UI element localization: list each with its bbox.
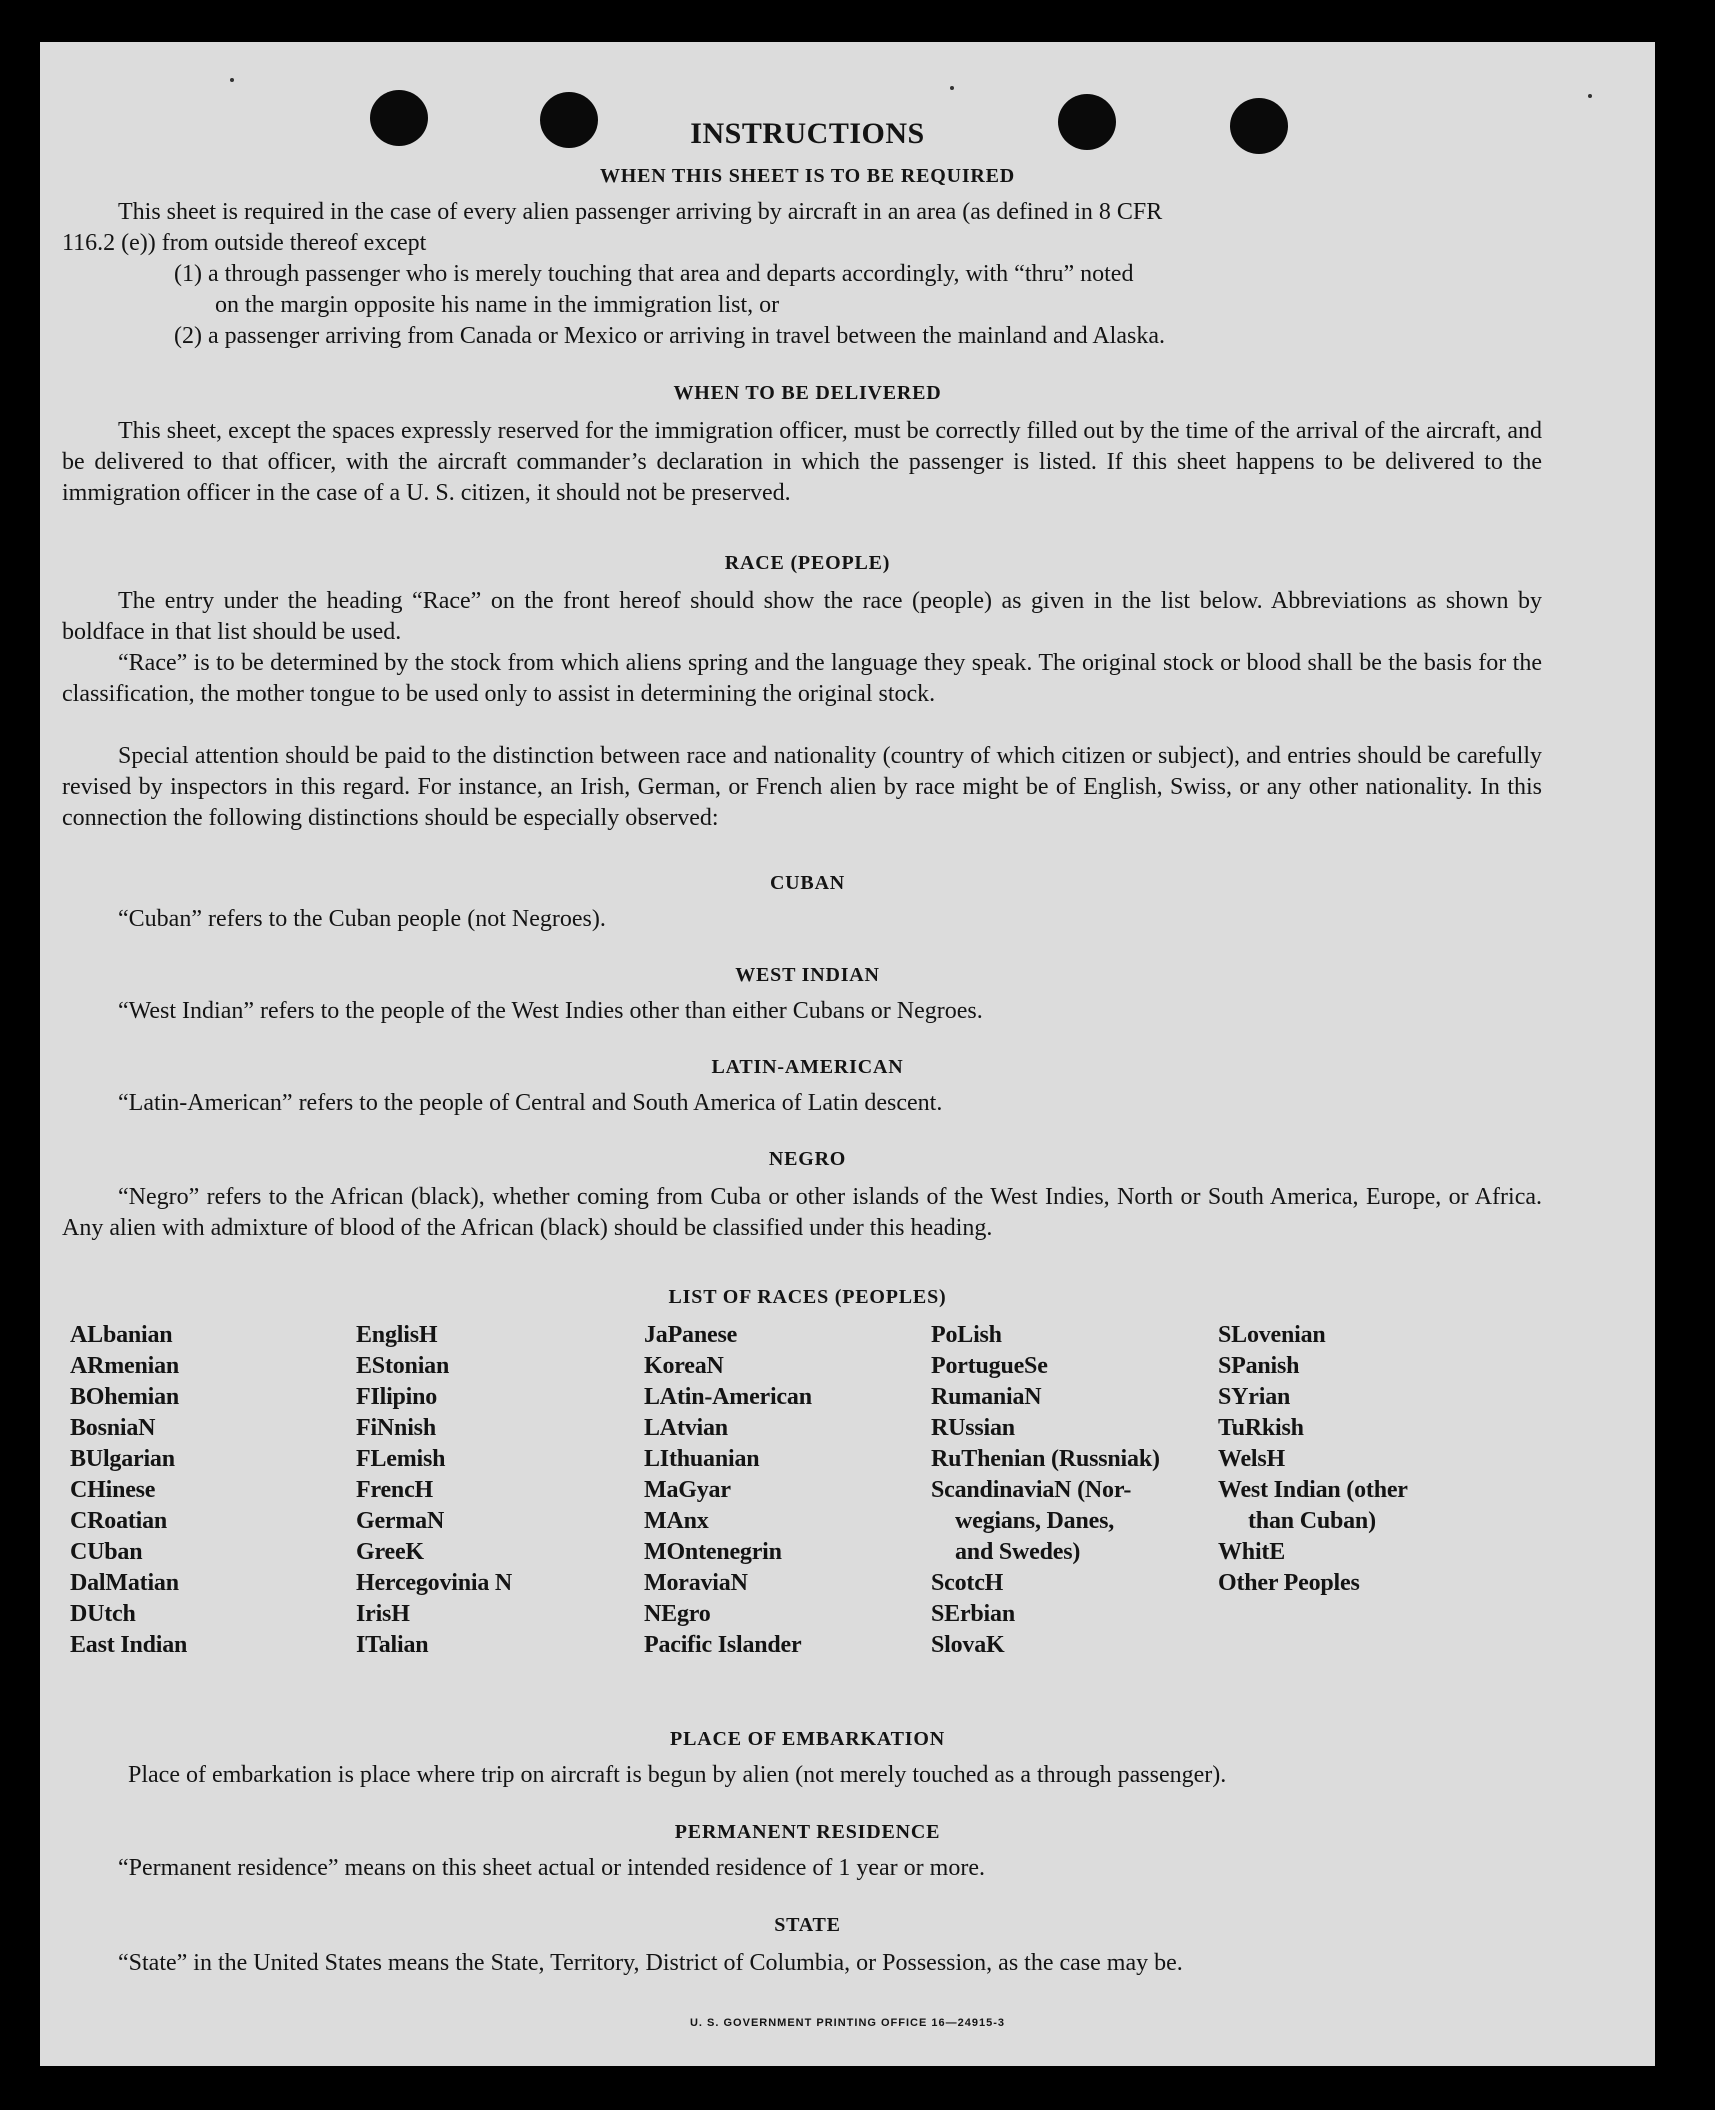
west-indian-text: “West Indian” refers to the people of the West Indies other than either Cubans or Negroes.	[118, 998, 983, 1024]
required-intro-line2: 116.2 (e)) from outside thereof except	[62, 230, 427, 256]
heading-latin-american: LATIN-AMERICAN	[711, 1056, 904, 1078]
heading-race: RACE (PEOPLE)	[724, 552, 891, 574]
race-item: CRoatian	[70, 1508, 168, 1534]
race-item: BUlgarian	[70, 1446, 175, 1472]
races-column-2	[356, 1320, 512, 1661]
residence-text: “Permanent residence” means on this sheet actual or intended residence of 1 year or more.	[118, 1855, 985, 1881]
race-item: ITalian	[356, 1632, 429, 1658]
race-item: SlovaK	[931, 1632, 1005, 1658]
required-item-1-cont: on the margin opposite his name in the immigration list, or	[215, 292, 780, 318]
race-item: TuRkish	[1218, 1415, 1304, 1441]
races-column-3	[644, 1320, 812, 1661]
race-item: RumaniaN	[931, 1384, 1042, 1410]
speck	[230, 78, 234, 82]
race-item: WhitE	[1218, 1539, 1286, 1565]
race-item: PortugueSe	[931, 1353, 1048, 1379]
race-item: FLemish	[356, 1446, 446, 1472]
race-item: ScandinaviaN (Nor-	[931, 1477, 1132, 1503]
race-item: LAtvian	[644, 1415, 728, 1441]
race-item: GermaN	[356, 1508, 445, 1534]
document-sheet	[40, 42, 1655, 2066]
race-item: BOhemian	[70, 1384, 180, 1410]
race-item: LAtin-American	[644, 1384, 812, 1410]
races-column-4	[931, 1320, 1160, 1661]
race-item: IrisH	[356, 1601, 410, 1627]
race-item: SLovenian	[1218, 1322, 1326, 1348]
race-item: EStonian	[356, 1353, 450, 1379]
race-item: RUssian	[931, 1415, 1015, 1441]
race-item: LIthuanian	[644, 1446, 760, 1472]
race-item: MoraviaN	[644, 1570, 748, 1596]
race-item: WelsH	[1218, 1446, 1286, 1472]
heading-delivered: WHEN TO BE DELIVERED	[673, 382, 942, 404]
latin-american-text: “Latin-American” refers to the people of Central and South America of Latin descent.	[118, 1090, 943, 1116]
cuban-text: “Cuban” refers to the Cuban people (not Negroes).	[118, 906, 606, 932]
race-item: than Cuban)	[1248, 1508, 1376, 1534]
speck	[950, 86, 954, 90]
race-item: Other Peoples	[1218, 1570, 1360, 1596]
race-item: FrencH	[356, 1477, 433, 1503]
race-item: EnglisH	[356, 1322, 438, 1348]
delivered-text: This sheet, except the spaces expressly reserved for the immigration officer, must be correctly filled out by the time of the arrival of the aircraft, and be delivered to that officer, with the aircraft commander’s declaration in which the passenger is listed. If this sheet happens to be delivered to the immigration officer in the case of a U. S. citizen, it should not be preserved.	[62, 418, 1542, 506]
race-item: CHinese	[70, 1477, 156, 1503]
race-item: West Indian (other	[1218, 1477, 1408, 1503]
race-item: ARmenian	[70, 1353, 180, 1379]
race-item: FiNnish	[356, 1415, 436, 1441]
race-item: wegians, Danes,	[955, 1508, 1115, 1534]
heading-required: WHEN THIS SHEET IS TO BE REQUIRED	[599, 165, 1016, 187]
heading-negro: NEGRO	[768, 1148, 847, 1170]
page-title: INSTRUCTIONS	[690, 117, 925, 150]
race-item: SYrian	[1218, 1384, 1291, 1410]
race-item: CUban	[70, 1539, 143, 1565]
race-paragraph-1: The entry under the heading “Race” on the front hereof should show the race (people) as given in the list below. Abbreviations as shown by boldface in that list should be used.	[62, 588, 1542, 645]
state-text: “State” in the United States means the State, Territory, District of Columbia, or Possession, as the case may be.	[118, 1950, 1183, 1976]
race-item: SErbian	[931, 1601, 1015, 1627]
heading-cuban: CUBAN	[769, 872, 846, 894]
race-item: PoLish	[931, 1322, 1002, 1348]
heading-embarkation: PLACE OF EMBARKATION	[670, 1728, 945, 1750]
race-item: MOntenegrin	[644, 1539, 782, 1565]
race-item: NEgro	[644, 1601, 711, 1627]
race-item: BosniaN	[70, 1415, 156, 1441]
race-item: GreeK	[356, 1539, 424, 1565]
race-item: RuThenian (Russniak)	[931, 1446, 1160, 1472]
negro-text: “Negro” refers to the African (black), whether coming from Cuba or other islands of the West Indies, North or South America, Europe, or Africa. Any alien with admixture of blood of the African (black) should be classified under this heading.	[62, 1184, 1542, 1241]
race-item: East Indian	[70, 1632, 188, 1658]
heading-races-list: LIST OF RACES (PEOPLES)	[668, 1286, 947, 1308]
race-item: FIlipino	[356, 1384, 438, 1410]
heading-west-indian: WEST INDIAN	[735, 964, 880, 986]
race-item: MAnx	[644, 1508, 709, 1534]
race-item: DUtch	[70, 1601, 136, 1627]
race-paragraph-3: Special attention should be paid to the distinction between race and nationality (country of which citizen or subject), and entries should be carefully revised by inspectors in this regard. For instance, an Irish, German, or French alien by race might be of English, Swiss, or any other nationality. In this connection the following distinctions should be especially observed:	[62, 743, 1542, 831]
race-item: JaPanese	[644, 1322, 738, 1348]
race-item: SPanish	[1218, 1353, 1300, 1379]
race-paragraph-2: “Race” is to be determined by the stock from which aliens spring and the language they speak. The original stock or blood shall be the basis for the classification, the mother tongue to be used only to assist in determining the original stock.	[62, 650, 1542, 707]
race-item: ALbanian	[70, 1322, 173, 1348]
race-item: Hercegovinia N	[356, 1570, 513, 1596]
races-column-5	[1218, 1320, 1408, 1599]
race-item: DalMatian	[70, 1570, 179, 1596]
races-column-1	[70, 1320, 187, 1661]
race-item: MaGyar	[644, 1477, 731, 1503]
heading-state: STATE	[774, 1914, 841, 1936]
speck	[1588, 94, 1592, 98]
race-item: and Swedes)	[955, 1539, 1081, 1565]
required-item-1: (1) a through passenger who is merely touching that area and departs accordingly, with “thru” noted	[174, 261, 1134, 287]
embarkation-text: Place of embarkation is place where trip on aircraft is begun by alien (not merely touched as a through passenger).	[128, 1762, 1227, 1788]
race-item: KoreaN	[644, 1353, 724, 1379]
required-intro-line1: This sheet is required in the case of every alien passenger arriving by aircraft in an area (as defined in 8 CFR	[118, 199, 1163, 225]
race-item: ScotcH	[931, 1570, 1004, 1596]
required-item-2: (2) a passenger arriving from Canada or Mexico or arriving in travel between the mainland and Alaska.	[174, 323, 1165, 349]
race-item: Pacific Islander	[644, 1632, 802, 1658]
printing-office-footer: U. S. GOVERNMENT PRINTING OFFICE 16—24915-3	[689, 2017, 1005, 2029]
heading-residence: PERMANENT RESIDENCE	[674, 1821, 941, 1843]
